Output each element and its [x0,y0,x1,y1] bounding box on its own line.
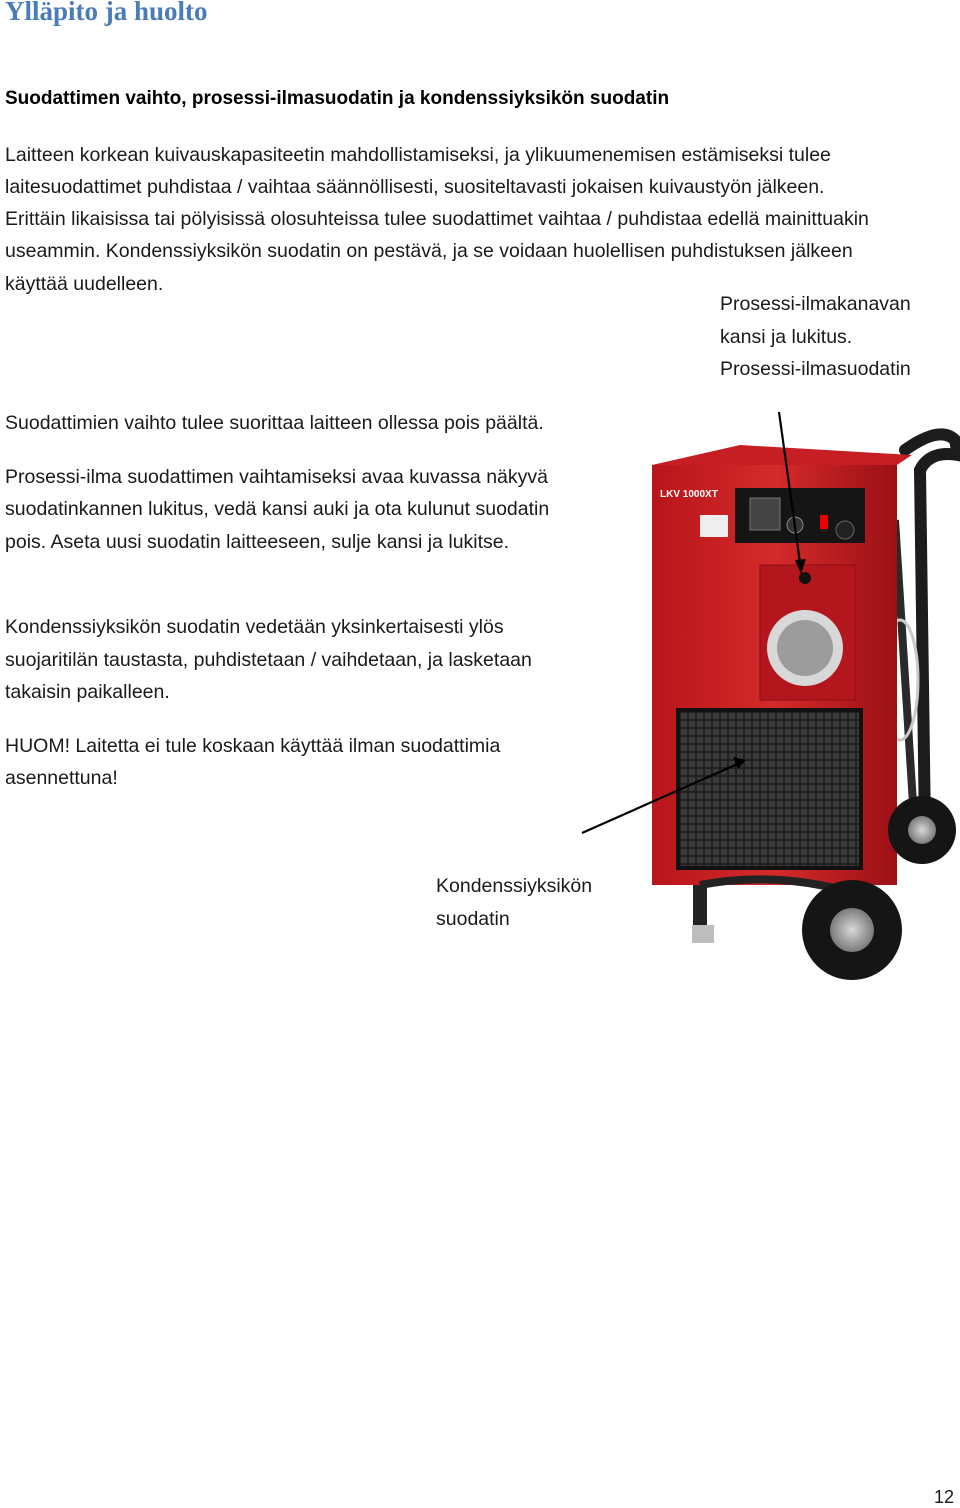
paragraph-line: HUOM! Laitetta ei tule koskaan käyttää ilman suodattimia [5,735,501,757]
process-air-filter [777,620,833,676]
foot [692,925,714,943]
intro-line: käyttää uudelleen. [5,273,164,295]
callout-line: Kondenssiyksikön [436,875,593,897]
knob-icon [787,517,803,533]
rear-wheel-hub [908,816,936,844]
socket-icon [836,521,854,539]
model-label: LKV 1000XT [660,489,718,500]
page-number: 12 [933,1487,954,1507]
device-top [652,445,912,465]
callout-line: suodatin [436,908,510,930]
switch-icon [820,515,828,529]
paragraph-line: Prosessi-ilma suodattimen vaihtamiseksi avaa kuvassa näkyvä [5,466,548,488]
paragraph-line: asennettuna! [5,767,118,789]
paragraph-line: suodatinkannen lukitus, vedä kansi auki ja ota kulunut suodatin [5,498,550,520]
dehumidifier-image [560,400,960,1000]
intro-line: useammin. Kondenssiyksikön suodatin on pestävä, ja se voidaan huolellisen puhdistuksen jälkeen [5,240,853,262]
callout-line: Prosessi-ilmakanavan [720,293,911,315]
condenser-filter-grille [678,710,861,868]
frame-bar [895,520,915,835]
callout-line: Prosessi-ilmasuodatin [720,358,911,380]
paragraph-line: takaisin paikalleen. [5,681,170,703]
intro-line: laitesuodattimet puhdistaa / vaihtaa säännöllisesti, suositeltavasti jokaisen kuivaustyön jälkeen. [5,176,825,198]
warning-sticker [700,515,728,537]
callout-line: kansi ja lukitus. [720,326,853,348]
paragraph-line: pois. Aseta uusi suodatin laitteeseen, sulje kansi ja lukitse. [5,531,510,553]
intro-line: Erittäin likaisissa tai pölyisissä olosuhteissa tulee suodattimet vaihtaa / puhdistaa edellä mainittuakin [5,208,869,230]
hour-counter-icon [750,498,780,530]
section-heading: Suodattimen vaihto, prosessi-ilmasuodatin ja kondenssiyksikön suodatin [5,88,670,109]
power-off-paragraph: Suodattimien vaihto tulee suorittaa laitteen ollessa pois päältä. [5,412,544,434]
cover-lock-icon [799,572,811,584]
page-title: Ylläpito ja huolto [5,0,208,26]
intro-line: Laitteen korkean kuivauskapasiteetin mahdollistamiseksi, ja ylikuumenemisen estämiseksi tulee [5,144,831,166]
paragraph-line: Kondenssiyksikön suodatin vedetään yksinkertaisesti ylös [5,616,504,638]
paragraph-line: suojaritilän taustasta, puhdistetaan / vaihdetaan, ja lasketaan [5,649,532,671]
front-wheel-hub [830,908,874,952]
